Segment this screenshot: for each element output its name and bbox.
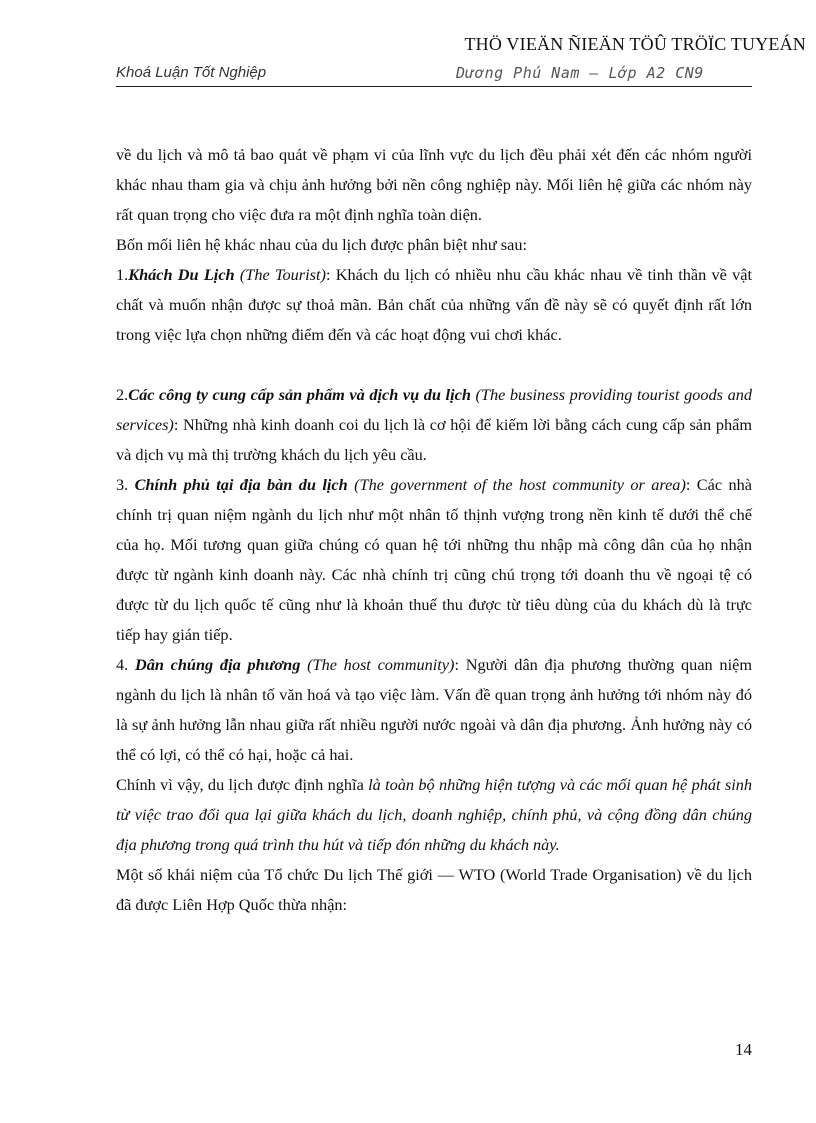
list-item-community [116, 650, 752, 770]
item-number: 1. [116, 265, 129, 284]
item-english: (The Tourist) [234, 265, 326, 284]
item-text: : Những nhà kinh doanh coi du lịch là cơ hội để kiếm lời bằng cách cung cấp sản phẩm và dịch vụ mà thị trường khách du lịch yêu cầu. [116, 415, 752, 464]
paragraph-definition [116, 770, 752, 860]
item-term: Chính phủ tại địa bàn du lịch [134, 475, 348, 494]
body-text [116, 140, 752, 920]
paragraph-list-intro: Bốn mối liên hệ khác nhau của du lịch được phân biệt như sau: [116, 235, 528, 254]
item-english: (The host community) [300, 655, 455, 674]
definition-text: là toàn bộ những hiện tượng và các mối quan hệ phát sinh từ việc trao đổi qua lại giữa khách du lịch, doanh nghiệp, chính phủ, và cộng đồng dân chúng địa phương trong quá trình thu hút và tiếp đón những du khách này. [116, 775, 752, 854]
item-text: : Người dân địa phương thường quan niệm ngành du lịch là nhân tố văn hoá và tạo việc làm. Vấn đề quan trọng ảnh hưởng tới nhóm này đó là sự ảnh hưởng lẫn nhau giữa rất nhiều người nước ngoài và dân địa phương. Ảnh hưởng này có thể có lợi, có thể có hại, hoặc cả hai. [116, 655, 752, 764]
item-english: (The business providing tourist goods and services) [116, 385, 753, 434]
item-text: : Khách du lịch có nhiều nhu cầu khác nhau về tinh thần về vật chất và muốn nhận được sự thoả mãn. Bản chất của những vấn đề này sẽ có quyết định rất lớn trong việc lựa chọn những điểm đến và các hoạt động vui chơi khác. [116, 265, 752, 344]
list-item-tourist [116, 260, 752, 350]
paragraph-wto: Một số khái niệm của Tổ chức Du lịch Thế giới — WTO (World Trade Organisation) về du lịch đã được Liên Hợp Quốc thừa nhận: [116, 865, 752, 914]
item-term: Dân chúng địa phương [134, 655, 301, 674]
definition-lead: Chính vì vậy, du lịch được định nghĩa [116, 775, 369, 794]
header-author: Dương Phú Nam – Lớp A2 CN9 [456, 64, 704, 82]
header-thesis-title: Khoá Luận Tốt Nghiệp [116, 64, 267, 81]
watermark-text: THÖ VIEÄN ÑIEÄN TÖÛ TRÖÏC TUYEÁN [464, 34, 806, 54]
list-item-government [116, 470, 752, 650]
item-number: 3. [116, 475, 135, 494]
page-number: 14 [735, 1040, 752, 1059]
item-term: Khách Du Lịch [128, 265, 235, 284]
item-text: : Các nhà chính trị quan niệm ngành du lịch như một nhân tố thịnh vượng trong nền kinh tế dưới thể chế của họ. Mối tương quan giữa chúng có quan hệ tới những thu nhập mà công dân của họ nhận được từ ngành kinh doanh này. Các nhà chính trị cũng chú trọng tới doanh thu về ngoại tệ có được từ du lịch quốc tế cũng như là khoản thuế thu được từ tiêu dùng của du khách dù là trực tiếp hay gián tiếp. [116, 475, 753, 644]
item-term: Các công ty cung cấp sản phẩm và dịch vụ du lịch [128, 385, 471, 404]
item-english: (The government of the host community or area) [347, 475, 686, 494]
item-number: 2. [116, 385, 129, 404]
paragraph-intro: về du lịch và mô tả bao quát về phạm vi của lĩnh vực du lịch đều phải xét đến các nhóm người khác nhau tham gia và chịu ảnh hưởng bởi nền công nghiệp này. Mối liên hệ giữa các nhóm này rất quan trọng cho việc đưa ra một định nghĩa toàn diện. [116, 145, 752, 224]
list-item-business [116, 380, 752, 470]
page-header [116, 64, 752, 87]
item-number: 4. [116, 655, 135, 674]
paragraph-gap [116, 350, 752, 380]
